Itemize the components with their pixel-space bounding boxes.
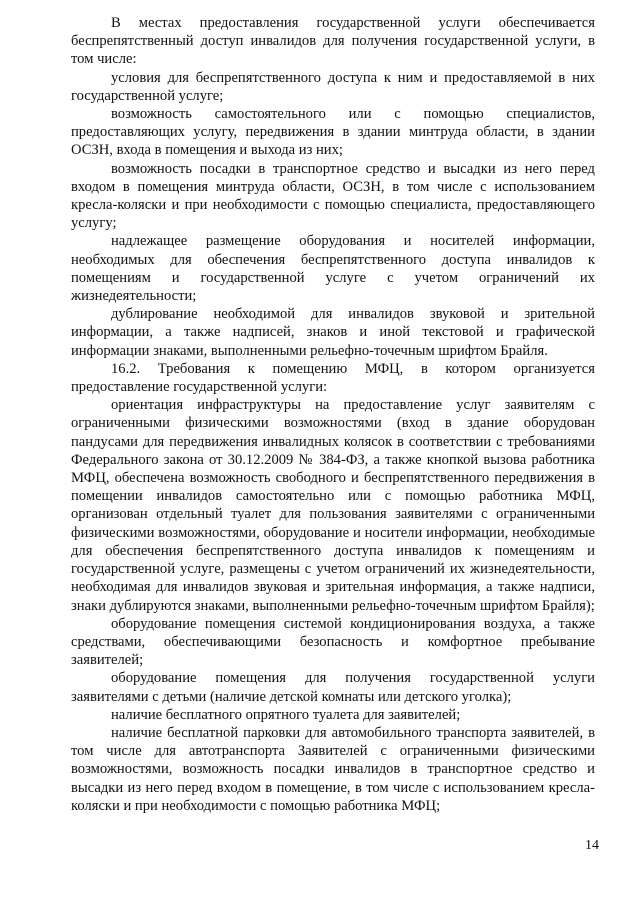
paragraph-free-parking: наличие бесплатной парковки для автомобильного транспорта заявителей, в том числе для автотранспорта Заявителей с ограниченными физическими возможностями, возможность посадки инвалидов в транспортное средство и высадки из него перед входом в помещение, в том числе с использованием кресла-коляски и при необходимости с помощью работника МФЦ;: [71, 724, 595, 814]
paragraph-access-conditions: условия для беспрепятственного доступа к ним и предоставляемой в них государственной услуге;: [71, 69, 595, 104]
paragraph-free-toilet: наличие бесплатного опрятного туалета для заявителей;: [111, 706, 461, 723]
document-body: [71, 14, 595, 815]
paragraph-accessibility-intro: В местах предоставления государственной услуги обеспечивается беспрепятственный доступ инвалидов для получения государственной услуги, в том числе:: [71, 15, 595, 68]
paragraph-vehicle-boarding: возможность посадки в транспортное средство и высадки из него перед входом в помещения минтруда области, ОСЗН, в том числе с использованием кресла-коляски и при необходимости с помощью специалиста, предоставляющего услугу;: [71, 160, 595, 232]
paragraph-children-room: оборудование помещения для получения государственной услуги заявителями с детьми (наличие детской комнаты или детского уголка);: [71, 670, 595, 705]
paragraph-movement-in-building: возможность самостоятельного или с помощью специалистов, предоставляющих услугу, передвижения в здании минтруда области, в здании ОСЗН, входа в помещения и выхода из них;: [71, 106, 595, 159]
page-number: 14: [585, 838, 599, 853]
paragraph-section-16-2: 16.2. Требования к помещению МФЦ, в котором организуется предоставление государственной услуги:: [71, 360, 595, 396]
paragraph-equipment-placement: надлежащее размещение оборудования и носителей информации, необходимых для обеспечения беспрепятственного доступа инвалидов к помещениям и государственной услуге с учетом ограничений их жизнедеятельности;: [71, 233, 595, 305]
paragraph-braille-duplication: дублирование необходимой для инвалидов звуковой и зрительной информации, а также надписей, знаков и иной текстовой и графической информации знаками, выполненными рельефно-точечным шрифтом Брайля.: [71, 306, 595, 359]
paragraph-air-conditioning: оборудование помещения системой кондиционирования воздуха, а также средствами, обеспечивающими безопасность и комфортное пребывание заявителей;: [71, 615, 595, 669]
paragraph-infrastructure-orientation: ориентация инфраструктуры на предоставление услуг заявителям с ограниченными физическими возможностями (вход в здание оборудован пандусами для передвижения инвалидных колясок в соответствии с требованиями Федерального закона от 30.12.2009 № 384-ФЗ, а также кнопкой вызова работника МФЦ, обеспечена возможность свободного и беспрепятственного передвижения в помещении инвалидов самостоятельно или с помощью работника МФЦ, организован отдельный туалет для пользования заявителями с ограниченными физическими возможностями, оборудование и носители информации, необходимые для обеспечения беспрепятственного доступа инвалидов к помещениям и государственной услуге, размещены с учетом ограничений их жизнедеятельности, необходимая для инвалидов звуковая и зрительная информация, а также надписи, знаки дублируются знаками, выполненными рельефно-точечным шрифтом Брайля);: [71, 397, 595, 614]
